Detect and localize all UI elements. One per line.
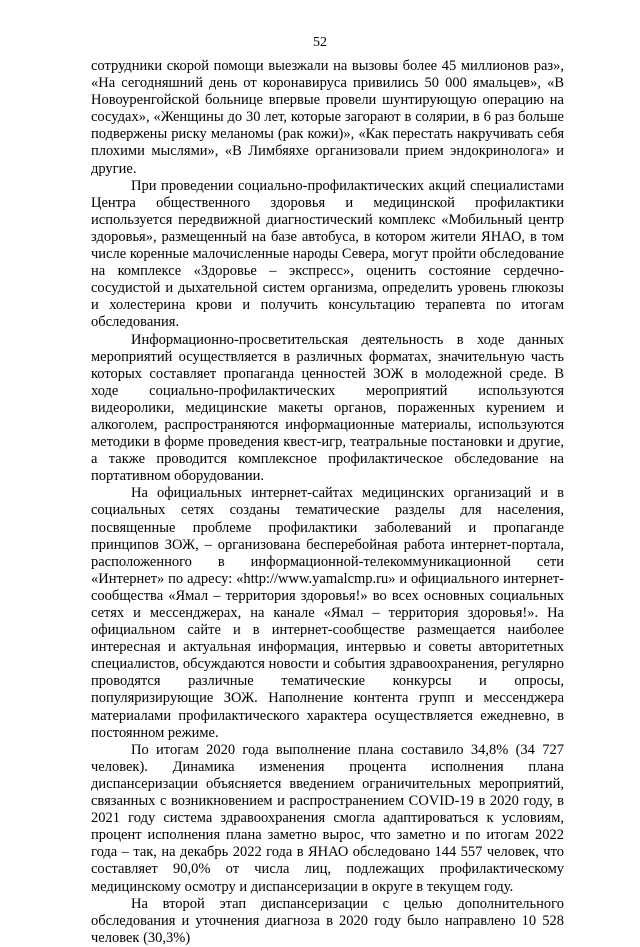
paragraph-continuation: сотрудники скорой помощи выезжали на вызовы более 45 миллионов раз», «На сегодняшний день от коронавируса привились 50 000 ямальцев», «В Новоуренгойской больнице впервые провели шунтирующую операцию на сосудах», «Женщины до 30 лет, которые загорают в солярии, в 6 раз больше подвержены риску меланомы (рак кожи)», «Как перестать накручивать себя плохими мыслями», «В Лимбяяхе организовали прием эндокринолога» и другие. xyxy=(91,58,564,177)
paragraph-information-activities: Информационно-просветительская деятельность в ходе данных мероприятий осуществляется в различных форматах, значительную часть которых составляет пропаганда ценностей ЗОЖ в молодежной среде. В ходе социально-профилактических мероприятий используются видеоролики, медицинские макеты органов, пораженных курением и алкоголем, распространяются информационные материалы, используются методики в форме проведения квест-игр, театральные постановки и другие, а также проводится комплексное профилактическое обследование на портативном оборудовании. xyxy=(91,331,564,485)
page-number: 52 xyxy=(313,35,327,50)
document-body xyxy=(91,58,564,947)
paragraph-internet-resources: На официальных интернет-сайтах медицинских организаций и в социальных сетях созданы тематические разделы для населения, посвященные проблеме профилактики заболеваний и пропаганде принципов ЗОЖ, – организована бесперебойная работа интернет-портала, расположенного в информационной-телекоммуникационной сети «Интернет» по адресу: «http://www.yamalcmp.ru» и официального интернет-сообщества «Ямал – территория здоровья!» во всех основных социальных сетях и мессенджерах, на канале «Ямал – территория здоровья!». На официальном сайте и в интернет-сообществе размещается наиболее интересная и актуальная информация, интервью и советы авторитетных специалистов, обсуждаются новости и события здравоохранения, регулярно проводятся различные тематические конкурсы и опросы, популяризирующие ЗОЖ. Наполнение контента групп и мессенджера материалами профилактического характера осуществляется ежедневно, в постоянном режиме. xyxy=(91,485,564,741)
paragraph-plan-results: По итогам 2020 года выполнение плана составило 34,8% (34 727 человек). Динамика изменения процента исполнения плана диспансеризации объясняется введением ограничительных мероприятий, связанных с возникновением и распространением COVID-19 в 2020 году, в 2021 году система здравоохранения смогла адаптироваться к условиям, процент исполнения плана заметно вырос, что заметно и по итогам 2022 года – так, на декабрь 2022 года в ЯНАО обследовано 144 557 человек, что составляет 90,0% от числа лиц, подлежащих профилактическому медицинскому осмотру и диспансеризации в округе в текущем году. xyxy=(91,741,564,895)
paragraph-mobile-health-center: При проведении социально-профилактических акций специалистами Центра общественного здоровья и медицинской профилактики используется передвижной диагностический комплекс «Мобильный центр здоровья», размещенный на базе автобуса, в котором жители ЯНАО, в том числе коренные малочисленные народы Севера, могут пройти обследование на комплексе «Здоровье – экспресс», оценить состояние сердечно-сосудистой и дыхательной систем организма, определить уровень глюкозы и холестерина крови и получить консультацию терапевта по итогам обследования. xyxy=(91,177,564,331)
paragraph-second-stage: На второй этап диспансеризации с целью дополнительного обследования и уточнения диагноза в 2020 году было направлено 10 528 человек (30,3%) xyxy=(91,895,564,946)
